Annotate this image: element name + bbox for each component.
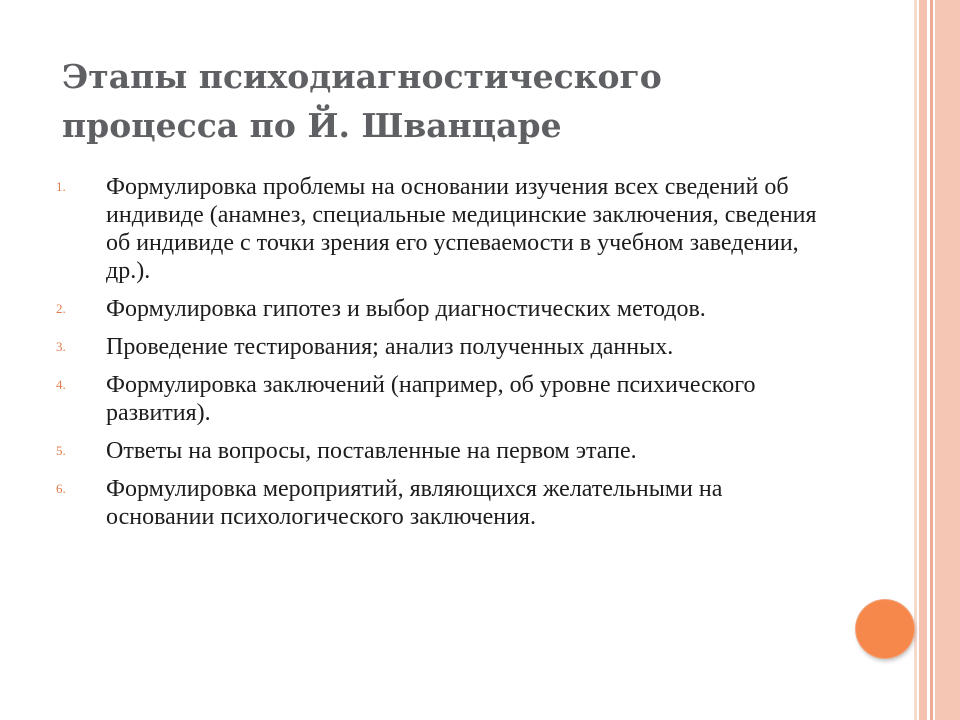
decorative-side-stripes — [914, 0, 960, 720]
item-number: 1. — [56, 179, 66, 194]
list-item — [56, 475, 836, 531]
stages-list — [56, 173, 836, 541]
item-number: 5. — [56, 443, 66, 458]
list-item — [56, 371, 836, 427]
list-item — [56, 437, 836, 465]
slide-title-line-2: процесса по Й. Шванцаре — [62, 106, 562, 145]
item-text: Формулировка гипотез и выбор диагностических методов. — [106, 296, 706, 322]
item-text: Проведение тестирования; анализ полученных данных. — [106, 334, 674, 360]
item-number: 4. — [56, 377, 66, 392]
stripe — [919, 0, 927, 720]
list-item — [56, 173, 836, 285]
slide-title — [62, 52, 862, 150]
item-text: Ответы на вопросы, поставленные на первом этапе. — [106, 438, 637, 464]
list-item — [56, 333, 836, 361]
slide-title-line-1: Этапы психодиагностического — [62, 57, 662, 96]
stripe — [935, 0, 960, 720]
decorative-orange-circle — [856, 600, 914, 658]
item-text: Формулировка заключений (например, об уровне психического развития). — [106, 372, 756, 426]
item-number: 3. — [56, 339, 66, 354]
item-text: Формулировка мероприятий, являющихся желательными на основании психологического заключения. — [106, 476, 723, 530]
item-number: 6. — [56, 481, 66, 496]
item-number: 2. — [56, 301, 66, 316]
list-item — [56, 295, 836, 323]
item-text: Формулировка проблемы на основании изучения всех сведений об индивиде (анамнез, специальные медицинские заключения, сведения об индивиде с точки зрения его успеваемости в учебном заведении, др.). — [106, 174, 817, 284]
